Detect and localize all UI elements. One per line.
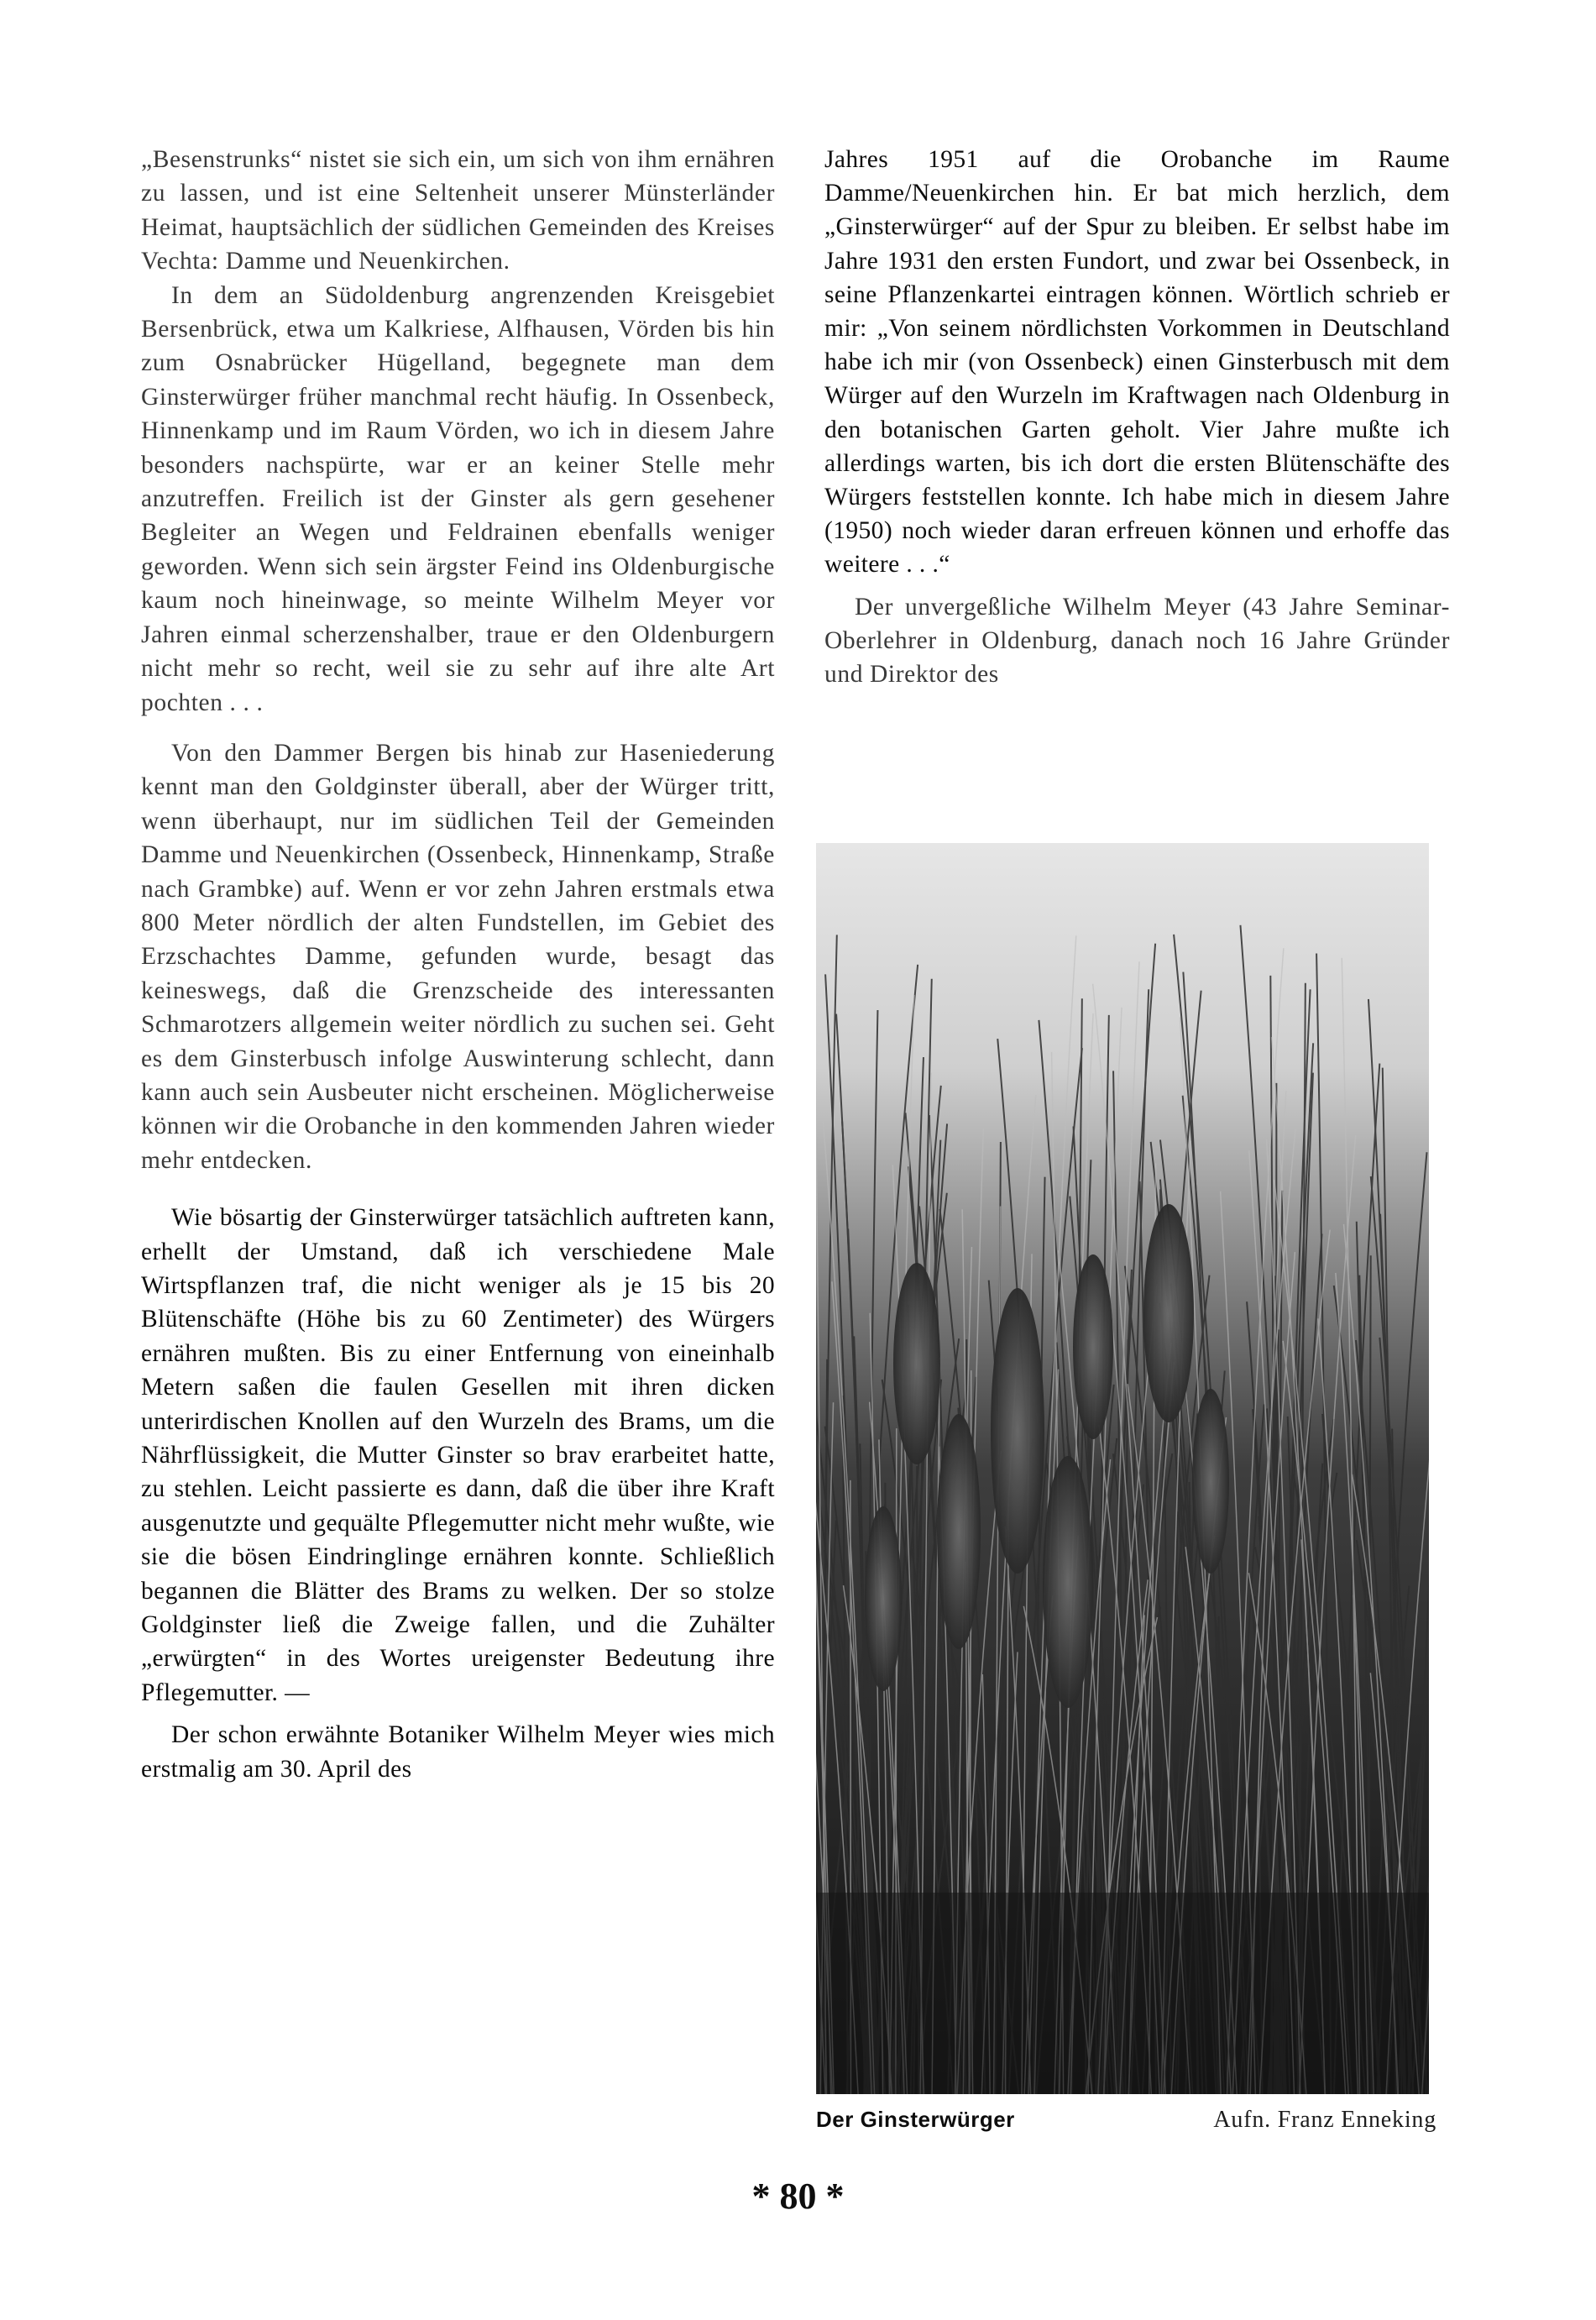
paragraph: Jahres 1951 auf die Orobanche im Raume Damme/Neuenkirchen hin. Er bat mich herzlich, dem „Ginsterwürger“ auf der Spur zu bleiben. Er selbst habe im Jahre 1931 den ersten Fundort, und zwar bei Ossenbeck, in seine Pflanzenkartei eintragen können. Wörtlich schrieb er mir: „Von seinem nördlichsten Vorkommen in Deutschland habe ich mir (von Ossenbeck) einen Ginsterbusch mit dem Würger auf den Wurzeln im Kraftwagen nach Oldenburg in den botanischen Garten geholt. Vier Jahre mußte ich allerdings warten, bis ich dort die ersten Blütenschäfte des Würgers feststellen konnte. Ich habe mich in diesem Jahre (1950) noch wieder daran erfreuen können und erhoffe das weitere . . .“: [824, 146, 1450, 579]
paragraph: Wie bösartig der Ginsterwürger tatsächlich auftreten kann, erhellt der Umstand, daß ich verschiedene Male Wirtspflanzen traf, die nicht weniger als je 15 bis 20 Blütenschäfte (Höhe bis zu 60 Zentimeter) des Würgers ernähren mußten. Bis zu einer Entfernung von eineinhalb Metern saßen die faulen Gesellen mit ihren dicken unterirdischen Knollen auf den Wurzeln des Brams, um die Nährflüssigkeit, die Mutter Ginster so brav erarbeitet hatte, zu stehlen. Leicht passierte es dann, daß die über ihre Kraft ausgenutzte und gequälte Pflegemutter nicht mehr wußte, wie sie die bösen Eindringlinge ernähren konnte. Schließlich begannen die Blätter des Brams zu welken. Der so stolze Goldginster ließ die Zweige fallen, und die Zuhälter „erwürgten“ in des Wortes ureigenster Bedeutung ihre Pflegemutter. —: [141, 1204, 775, 1706]
paragraph: Der unvergeßliche Wilhelm Meyer (43 Jahre Seminar-Oberlehrer in Oldenburg, danach noch 16 Jahre Gründer und Direktor des: [824, 593, 1450, 689]
ginsterwuerger-photo: [816, 843, 1429, 2094]
paragraph: Von den Dammer Bergen bis hinab zur Haseniederung kennt man den Goldginster überall, aber der Würger tritt, wenn überhaupt, nur im südlichen Teil der Gemeinden Damme und Neuenkirchen (Ossenbeck, Hinnenkamp, Straße nach Grambke) auf. Wenn er vor zehn Jahren erstmals etwa 800 Meter nördlich der alten Fundstellen, im Gebiet des Erzschachtes Damme, gefunden wurde, besagt das keineswegs, daß die Grenzscheide des interessanten Schmarotzers allgemein weiter nördlich zu suchen sei. Geht es dem Ginsterbusch infolge Auswinterung schlecht, dann kann auch sein Ausbeuter nicht erscheinen. Möglicherweise können wir die Orobanche in den kommenden Jahren wieder mehr entdecken.: [141, 739, 775, 1174]
left-text-column: [141, 143, 775, 1786]
paragraph: Der schon erwähnte Botaniker Wilhelm Meyer wies mich erstmalig am 30. April des: [141, 1721, 775, 1783]
figure-caption: Der Ginsterwürger: [816, 2107, 1015, 2132]
right-text-column: [824, 143, 1450, 691]
photo-credit: Aufn. Franz Enneking: [1213, 2107, 1436, 2133]
page-number: * 80 *: [751, 2176, 845, 2217]
paragraph: „Besenstrunks“ nistet sie sich ein, um sich von ihm ernähren zu lassen, und ist eine Seltenheit unserer Münsterländer Heimat, hauptsächlich der südlichen Gemeinden des Kreises Vechta: Damme und Neuenkirchen.: [141, 146, 775, 275]
paragraph: In dem an Südoldenburg angrenzenden Kreisgebiet Bersenbrück, etwa um Kalkriese, Alfhausen, Vörden bis hin zum Osnabrücker Hügelland, begegnete man dem Ginsterwürger früher manchmal recht häufig. In Ossenbeck, Hinnenkamp und im Raum Vörden, wo ich in diesem Jahre besonders nachspürte, war er an keiner Stelle mehr anzutreffen. Freilich ist der Ginster als gern gesehener Begleiter an Wegen und Feldrainen ebenfalls weniger geworden. Wenn sich sein ärgster Feind ins Oldenburgische kaum noch hineinwage, so meinte Wilhelm Meyer vor Jahren einmal scherzenshalber, traue er den Oldenburgern nicht mehr so recht, weil sie zu sehr auf ihre alte Art pochten . . .: [141, 281, 775, 716]
